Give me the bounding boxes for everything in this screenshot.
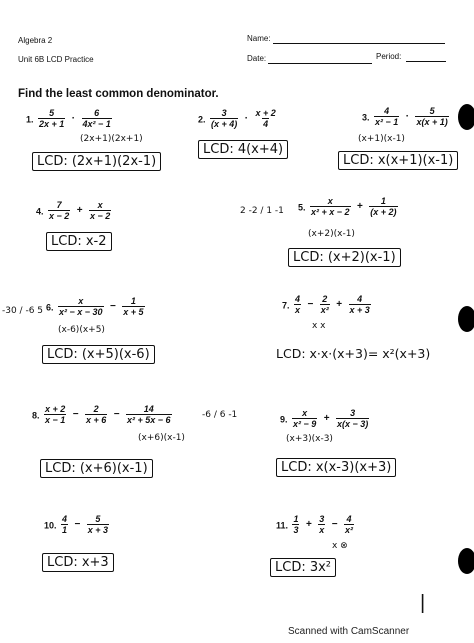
numerator: x xyxy=(327,196,333,206)
operator: − xyxy=(74,519,81,530)
denominator: x² + x − 2 xyxy=(310,207,350,217)
denominator: x² + 5x − 6 xyxy=(127,415,171,425)
fraction xyxy=(89,200,111,221)
fraction xyxy=(210,108,238,129)
period-blank[interactable] xyxy=(406,61,446,62)
denominator: 2x + 1 xyxy=(38,119,65,129)
problem-7 xyxy=(282,294,371,315)
numerator: 6 xyxy=(94,108,100,118)
numerator: 3 xyxy=(350,408,356,418)
scanner-watermark: Scanned with CamScanner xyxy=(288,626,410,637)
lcd-answer: LCD: x-2 xyxy=(46,232,112,251)
course-label: Algebra 2 xyxy=(18,36,53,45)
denominator: x² xyxy=(320,305,329,315)
fraction xyxy=(344,514,354,535)
fraction xyxy=(310,196,351,217)
pen-mark: | xyxy=(420,592,426,614)
problem-2 xyxy=(198,108,277,129)
lcd-answer: LCD: 4(x+4) xyxy=(198,140,288,159)
lcd-answer: LCD: (x+6)(x-1) xyxy=(40,459,153,478)
lcd-answer: LCD: (x+5)(x-6) xyxy=(42,345,155,364)
numerator: x + 2 xyxy=(255,108,276,118)
fraction xyxy=(292,408,317,429)
numerator: x xyxy=(78,296,84,306)
denominator: 3 xyxy=(293,525,299,535)
date-blank[interactable] xyxy=(268,63,372,64)
operator: + xyxy=(305,519,312,530)
lcd-answer: LCD: x·x·(x+3)= x²(x+3) xyxy=(276,346,431,361)
problem-10 xyxy=(44,514,109,535)
factored-work: x ⊗ xyxy=(332,541,348,551)
problem-6 xyxy=(46,296,145,317)
problem-number: 2. xyxy=(198,114,206,125)
denominator: x² xyxy=(345,525,354,535)
date-label: Date: xyxy=(247,54,267,63)
factor-x-work: 2 -2 / 1 -1 xyxy=(240,206,284,216)
denominator: x² − 9 xyxy=(292,419,317,429)
denominator: x − 2 xyxy=(48,211,70,221)
numerator: 2 xyxy=(93,404,99,414)
numerator: 2 xyxy=(322,294,328,304)
numerator: 3 xyxy=(319,514,325,524)
fraction xyxy=(374,106,399,127)
fraction xyxy=(294,294,301,315)
name-label: Name: xyxy=(247,34,271,43)
denominator: 4 xyxy=(263,119,269,129)
fraction xyxy=(369,196,397,217)
numerator: 4 xyxy=(61,514,67,524)
factored-work: (x+6)(x-1) xyxy=(138,433,185,443)
denominator: x + 6 xyxy=(86,415,107,425)
lcd-answer: LCD: x(x+1)(x-1) xyxy=(338,151,458,170)
fraction xyxy=(87,514,109,535)
denominator: x − 2 xyxy=(90,211,111,221)
fraction xyxy=(415,106,448,127)
lcd-answer: LCD: x+3 xyxy=(42,553,114,572)
numerator: 5 xyxy=(49,108,55,118)
numerator: 14 xyxy=(143,404,154,414)
factored-work: (x+1)(x-1) xyxy=(358,134,405,144)
unit-label: Unit 6B LCD Practice xyxy=(18,55,94,64)
lcd-answer: LCD: x(x-3)(x+3) xyxy=(276,458,396,477)
problem-number: 4. xyxy=(36,206,44,217)
operator: · xyxy=(244,113,249,124)
factored-work: (x+3)(x-3) xyxy=(286,434,333,444)
numerator: 4 xyxy=(384,106,390,116)
denominator: x + 3 xyxy=(87,525,109,535)
fraction xyxy=(44,404,66,425)
numerator: 5 xyxy=(429,106,435,116)
problem-number: 1. xyxy=(26,114,34,125)
denominator: x(x − 3) xyxy=(336,419,369,429)
numerator: 4 xyxy=(346,514,352,524)
fraction xyxy=(85,404,107,425)
denominator: x xyxy=(294,305,300,315)
fraction xyxy=(126,404,172,425)
problem-8 xyxy=(32,404,172,425)
operator: − xyxy=(72,409,79,420)
denominator: 1 xyxy=(61,525,67,535)
numerator: x xyxy=(97,200,103,210)
factored-work: (x-6)(x+5) xyxy=(58,325,105,335)
denominator: (x + 2) xyxy=(370,207,397,217)
lcd-answer: LCD: (x+2)(x-1) xyxy=(288,248,401,267)
binder-hole-bottom xyxy=(458,548,474,574)
fraction xyxy=(336,408,369,429)
problem-4 xyxy=(36,200,111,221)
period-label: Period: xyxy=(376,52,402,61)
numerator: 4 xyxy=(357,294,363,304)
problem-11 xyxy=(276,514,354,535)
binder-hole-middle xyxy=(458,306,474,332)
fraction xyxy=(318,514,325,535)
numerator: 3 xyxy=(221,108,227,118)
denominator: x + 5 xyxy=(123,307,144,317)
numerator: 1 xyxy=(130,296,136,306)
problem-number: 10. xyxy=(44,520,57,531)
binder-hole-top xyxy=(458,104,474,130)
fraction xyxy=(61,514,68,535)
numerator: 1 xyxy=(380,196,386,206)
numerator: 4 xyxy=(294,294,300,304)
denominator: x − 1 xyxy=(44,415,66,425)
denominator: x(x + 1) xyxy=(416,117,448,127)
problem-1 xyxy=(26,108,112,129)
numerator: x + 2 xyxy=(44,404,66,414)
operator: − xyxy=(109,301,116,312)
fraction xyxy=(82,108,112,129)
numerator: 1 xyxy=(293,514,299,524)
fraction xyxy=(58,296,104,317)
lcd-answer: LCD: (2x+1)(2x-1) xyxy=(32,152,161,171)
problem-number: 9. xyxy=(280,414,288,425)
operator: − xyxy=(113,409,120,420)
factored-work: x x xyxy=(312,321,326,331)
fraction xyxy=(320,294,330,315)
operator: + xyxy=(336,299,343,310)
instructions: Find the least common denominator. xyxy=(18,88,219,100)
operator: − xyxy=(331,519,338,530)
factor-x-work: -30 / -6 5 xyxy=(2,306,44,316)
problem-3 xyxy=(362,106,449,127)
fraction xyxy=(349,294,371,315)
denominator: x + 3 xyxy=(349,305,370,315)
fraction xyxy=(122,296,144,317)
fraction xyxy=(48,200,70,221)
fraction xyxy=(254,108,276,129)
operator: + xyxy=(323,413,330,424)
denominator: x xyxy=(319,525,325,535)
operator: · xyxy=(405,111,410,122)
problem-9 xyxy=(280,408,369,429)
problem-number: 6. xyxy=(46,302,54,313)
fraction xyxy=(38,108,65,129)
numerator: 7 xyxy=(56,200,62,210)
operator: + xyxy=(356,201,363,212)
fraction xyxy=(292,514,299,535)
denominator: (x + 4) xyxy=(210,119,238,129)
numerator: x xyxy=(302,408,308,418)
problem-5 xyxy=(298,196,398,217)
lcd-answer: LCD: 3x² xyxy=(270,558,336,577)
factored-work: (x+2)(x-1) xyxy=(308,229,355,239)
denominator: 4x² − 1 xyxy=(82,119,111,129)
problem-number: 3. xyxy=(362,112,370,123)
factor-x-work: -6 / 6 -1 xyxy=(202,410,238,420)
operator: − xyxy=(307,299,314,310)
problem-number: 8. xyxy=(32,410,40,421)
denominator: x² − 1 xyxy=(374,117,399,127)
problem-number: 7. xyxy=(282,300,290,311)
operator: · xyxy=(71,113,76,124)
operator: + xyxy=(76,205,83,216)
problem-number: 11. xyxy=(276,520,289,531)
numerator: 5 xyxy=(95,514,101,524)
factored-work: (2x+1)(2x+1) xyxy=(80,134,143,144)
denominator: x² − x − 30 xyxy=(58,307,103,317)
name-blank[interactable] xyxy=(273,43,445,44)
problem-number: 5. xyxy=(298,202,306,213)
